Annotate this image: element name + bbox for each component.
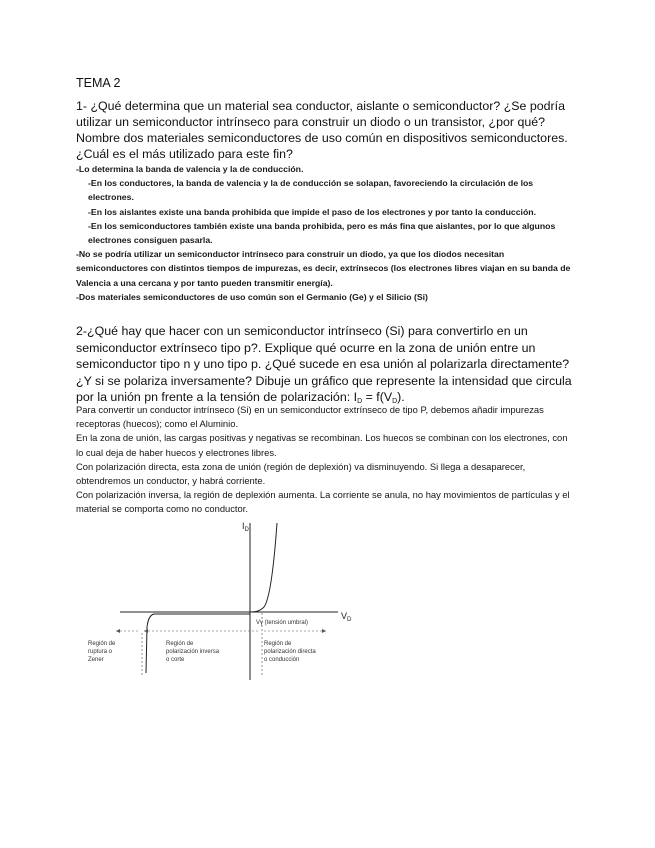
- formula-function: = f(V: [362, 390, 393, 405]
- answer-1-paragraph: -En los semiconductores también existe una banda prohibida, pero es más fina que aislantes, por lo que algunos electrones consiguen pasarla.: [88, 220, 556, 246]
- answer-2-paragraph: En la zona de unión, las cargas positivas y negativas se recombinan. Los huecos se combinan con los electrones, con lo cual deja de haber huecos y electrones libres.: [76, 432, 568, 458]
- answer-1-paragraph: -Dos materiales semiconductores de uso común son el Germanio (Ge) y el Silicio (Si): [76, 291, 428, 302]
- diode-iv-diagram: [80, 515, 370, 685]
- arrowhead: [322, 629, 326, 633]
- answer-2-paragraph: Con polarización inversa, la región de deplexión aumenta. La corriente se anula, no hay movimientos de partículas y el material se comporta como no conductor.: [76, 489, 570, 515]
- arrowhead: [116, 629, 120, 633]
- y-axis-label: $I_D$: [242, 521, 249, 533]
- forward-current-curve: [250, 523, 277, 612]
- question-2-text: 2-¿Qué hay que hacer con un semiconductor intrínseco (Si) para convertirlo en un semiconductor extrínseco tipo p?. Explique qué ocurre en la zona de unión entre un semiconductor tipo n y uno tipo p. ¿Qué sucede en esa unión al polarizarla directamente? ¿Y si se polariza inversamente? Dibuje un gráfico que represente la intensidad que circula por la unión pn frente a la tensión de polarización:: [76, 324, 572, 405]
- answer-2: [76, 403, 576, 517]
- arrowhead: [144, 629, 148, 633]
- breakdown-region-label: Región de ruptura o Zener: [88, 641, 116, 663]
- answer-1-paragraph: -En los aislantes existe una banda prohibida que impide el paso de los electrones y por tanto la conducción.: [88, 206, 536, 217]
- formula-current: I: [353, 390, 358, 405]
- answer-1: [76, 162, 576, 304]
- reverse-region-label: Región de polarización inversa o corte: [166, 641, 220, 663]
- question-2: [76, 323, 576, 411]
- x-axis-label: $V_D$: [341, 611, 352, 623]
- threshold-label: Vγ (tensión umbral): [256, 620, 309, 626]
- answer-2-paragraph: Para convertir un conductor intrínseco (Si) en un semiconductor extrínseco de tipo P, debemos añadir impurezas receptoras (huecos); como el Aluminio.: [76, 404, 544, 430]
- answer-1-paragraph: -Lo determina la banda de valencia y la de conducción.: [76, 164, 304, 174]
- formula-end: ).: [397, 390, 405, 405]
- document-title: TEMA 2: [76, 76, 121, 90]
- answer-2-paragraph: Con polarización directa, esta zona de unión (región de deplexión) va disminuyendo. Si llega a desaparecer, obtendremos un conductor, y habrá corriente.: [76, 460, 526, 487]
- reverse-breakdown-curve: [146, 614, 250, 673]
- forward-region-label: Región de polarización directa o conducción: [264, 641, 316, 663]
- question-1: 1- ¿Qué determina que un material sea conductor, aislante o semiconductor? ¿Se podría utilizar un semiconductor intrínseco para construir un diodo o un transistor, ¿por qué? Nombre dos materiales semiconductores de uso común en dispositivos semiconductores. ¿Cuál es el más utilizado para este fin?: [76, 99, 568, 161]
- answer-1-paragraph: -En los conductores, la banda de valencia y la de conducción se solapan, favoreciendo la circulación de los electrones.: [88, 178, 534, 203]
- answer-1-paragraph: -No se podría utilizar un semiconductor intrínseco para construir un diodo, ya que los diodos necesitan semiconductores con distintos tiempos de impurezas, es decir, extrínsecos (los electrones libres viajan en su banda de Valencia a una cercana y por tanto pueden transmitir energía).: [76, 249, 571, 288]
- formula-subscript: D: [357, 398, 363, 406]
- formula-subscript: D: [392, 398, 398, 406]
